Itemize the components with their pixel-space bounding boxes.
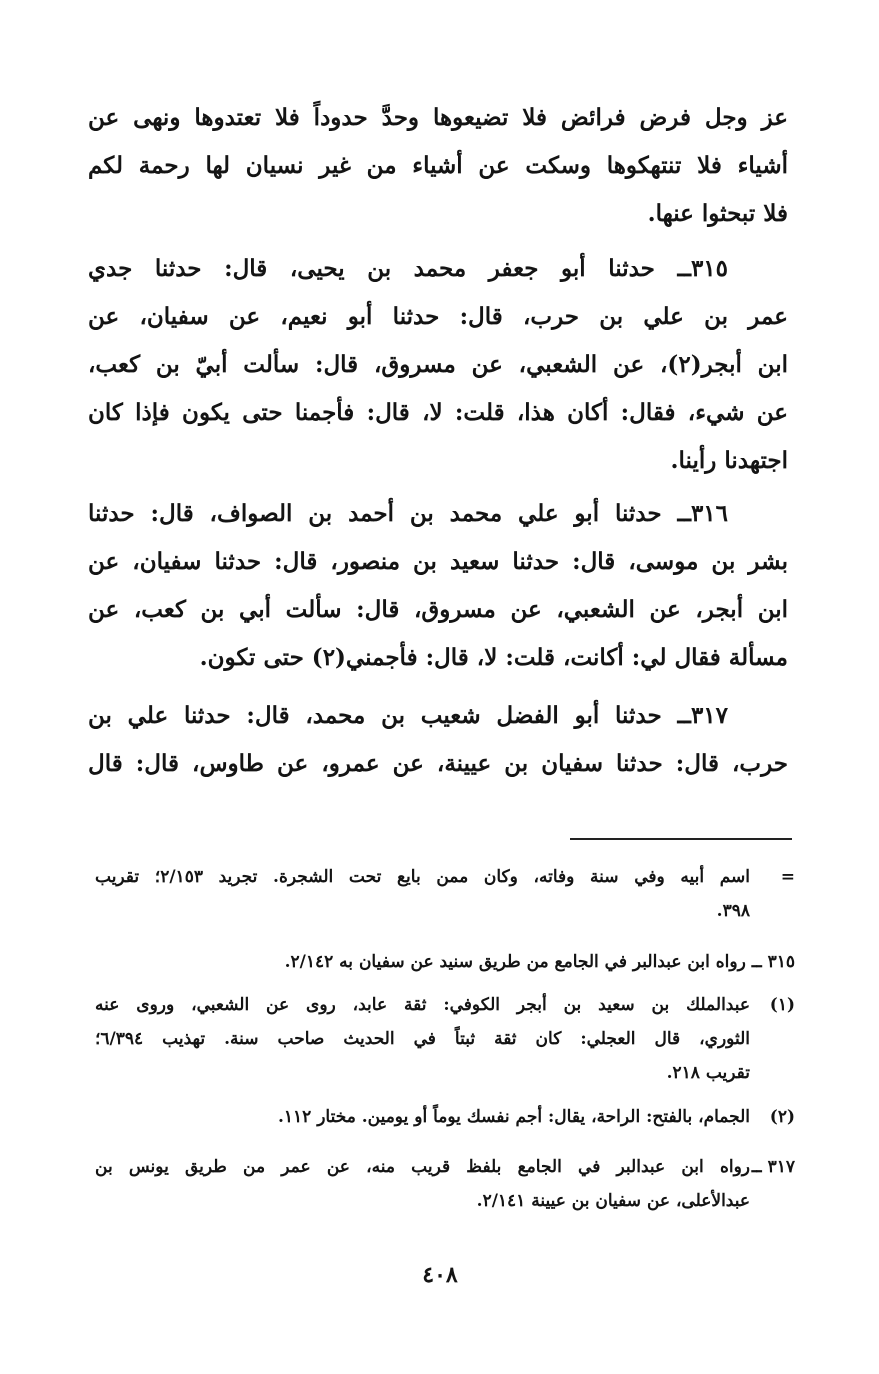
footnote-315 xyxy=(150,945,795,979)
text-line: مسألة فقال لي: أكانت، قلت: لا، قال: فأجمني(٢) حتى تكون. xyxy=(199,644,788,671)
footnote-2 xyxy=(150,1100,795,1134)
text-line: ٣١٦ــ حدثنا أبو علي محمد بن أحمد بن الصواف، قال: حدثنا xyxy=(88,500,728,527)
text-line: ٣١٧ــ حدثنا أبو الفضل شعيب بن محمد، قال: حدثنا علي بن xyxy=(88,702,728,729)
text-line: عز وجل فرض فرائض فلا تضيعوها وحدَّ حدوداً فلا تعتدوها ونهى عن xyxy=(88,104,788,131)
footnote-marker: (٢) xyxy=(769,1107,795,1127)
paragraph-hadith-316 xyxy=(88,490,788,682)
footnote-line: ٣١٥ ــ رواه ابن عبدالبر في الجامع من طريق سنيد عن سفيان به ٢/١٤٢. xyxy=(284,952,795,972)
footnote-line: اسم أبيه وفي سنة وفاته، وكان ممن بايع تحت الشجرة. تجريد ٢/١٥٣؛ تقريب xyxy=(95,867,751,887)
text-line: عن شيء، فقال: أكان هذا، قلت: لا، قال: فأجمنا حتى يكون فإذا كان xyxy=(88,399,788,426)
footnote-marker: ٣١٧ ــ xyxy=(751,1157,795,1177)
text-line: أشياء فلا تنتهكوها وسكت عن أشياء من غير نسيان لها رحمة لكم xyxy=(88,152,788,179)
text-line: فلا تبحثوا عنها. xyxy=(647,200,788,227)
text-line: عمر بن علي بن حرب، قال: حدثنا أبو نعيم، عن سفيان، عن xyxy=(88,303,788,330)
text-line: ابن أبجر(٢)، عن الشعبي، عن مسروق، قال: سألت أبيّ بن كعب، xyxy=(88,351,788,378)
text-line: بشر بن موسى، قال: حدثنا سعيد بن منصور، قال: حدثنا سفيان، عن xyxy=(88,548,788,575)
footnote-line: الجمام، بالفتح: الراحة، يقال: أجم نفسك يوماً أو يومين. مختار ١١٢. xyxy=(277,1107,750,1127)
text-line: اجتهدنا رأينا. xyxy=(670,447,788,474)
paragraph-continuation xyxy=(88,94,788,238)
text-line: حرب، قال: حدثنا سفيان بن عيينة، عن عمرو، عن طاوس، قال: قال xyxy=(88,750,788,777)
paragraph-hadith-317 xyxy=(88,692,788,788)
footnote-line: رواه ابن عبدالبر في الجامع بلفظ قريب منه، عن عمر من طريق يونس بن xyxy=(95,1157,750,1177)
paragraph-hadith-315 xyxy=(88,245,788,485)
footnote-line: الثوري، قال العجلي: كان ثقة ثبتاً في الحديث صاحب سنة. تهذيب ٦/٣٩٤؛ xyxy=(95,1029,750,1049)
text-line: ٣١٥ــ حدثنا أبو جعفر محمد بن يحيى، قال: حدثنا جدي xyxy=(88,255,728,282)
footnote-marker: (١) xyxy=(769,995,795,1015)
footnote-line: عبدالملك بن سعيد بن أبجر الكوفي: ثقة عابد، روى عن الشعبي، وروى عنه xyxy=(95,995,750,1015)
text-line: ابن أبجر، عن الشعبي، عن مسروق، قال: سألت أبي بن كعب، عن xyxy=(88,596,788,623)
footnote-marker: = xyxy=(780,867,795,887)
footnote-317 xyxy=(95,1150,795,1218)
footnote-line: تقريب ٢١٨. xyxy=(666,1063,750,1083)
footnote-1 xyxy=(95,988,795,1090)
footnote-divider xyxy=(570,838,792,840)
page-number: ٤٠٨ xyxy=(422,1262,458,1288)
footnote-continuation xyxy=(95,860,795,928)
footnote-line: ٣٩٨. xyxy=(716,901,750,921)
footnote-line: عبدالأعلى، عن سفيان بن عيينة ٢/١٤١. xyxy=(476,1191,750,1211)
